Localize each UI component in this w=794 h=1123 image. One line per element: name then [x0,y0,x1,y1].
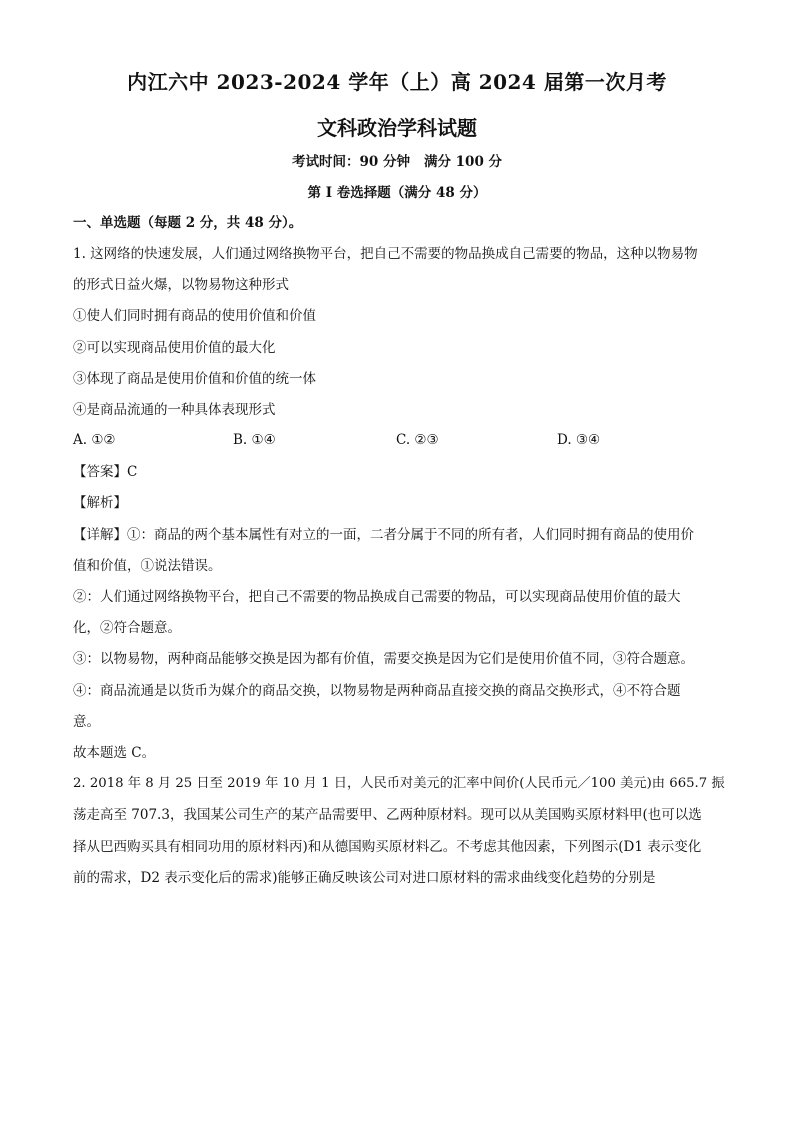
q1-option-a: A. ①② [73,432,116,448]
q1-option-d: D. ③④ [557,432,601,448]
q1-detail-line-2: 值和价值，①说法错误。 [73,558,222,574]
q1-conclusion: 故本题选 C。 [73,745,156,761]
q1-option-b: B. ①④ [233,432,276,448]
answer-value: C [127,464,138,480]
q1-option-c: C. ②③ [396,432,439,448]
exam-meta [0,150,794,170]
exam-title: 内江六中 2023-2024 学年（上）高 2024 届第一次月考 [127,70,667,94]
part-heading: 第 I 卷选择题（满分 48 分） [307,185,487,201]
q1-stem-line-2: 的形式日益火爆，以物易物这种形式 [73,277,289,293]
q1-detail-line-4: 化，②符合题意。 [73,620,181,636]
q1-detail-line-6: ④：商品流通是以货币为媒介的商品交换，以物易物是两种商品直接交换的商品交换形式，④不符合题 [73,683,681,699]
exam-time: 考试时间：90 分钟 [291,154,410,170]
q1-statement-2: ②可以实现商品使用价值的最大化 [73,340,276,356]
q1-detail-line-7: 意。 [73,714,100,730]
q1-stem-line-1: 1. 这网络的快速发展，人们通过网络换物平台，把自己不需要的物品换成自己需要的物品，这种以物易物 [73,246,698,262]
q1-detail-line-1: 【详解】①：商品的两个基本属性有对立的一面，二者分属于不同的所有者，人们同时拥有商品的使用价 [73,527,694,543]
q2-stem-line-4: 前的需求，D2 表示变化后的需求)能够正确反映该公司对进口原材料的需求曲线变化趋势的分别是 [73,870,656,886]
q1-answer [73,463,137,481]
q2-stem-line-1: 2. 2018 年 8 月 25 日至 2019 年 10 月 1 日，人民币对美元的汇率中间价(人民币元／100 美元)由 665.7 振 [73,776,725,791]
q2-stem-line-2: 荡走高至 707.3，我国某公司生产的某产品需要甲、乙两种原材料。现可以从美国购买原材料甲(也可以选 [73,807,702,823]
q1-analysis-tag: 【解析】 [73,495,127,511]
q1-statement-3: ③体现了商品是使用价值和价值的统一体 [73,371,316,387]
section-heading: 一、单选题（每题 2 分，共 48 分）。 [73,215,303,231]
q2-stem-line-3: 择从巴西购买具有相同功用的原材料丙)和从德国购买原材料乙。不考虑其他因素，下列图示(D1 表示变化 [73,839,702,855]
answer-tag: 【答案】 [73,464,127,480]
q1-detail-line-5: ③：以物易物，两种商品能够交换是因为都有价值，需要交换是因为它们是使用价值不同，③符合题意。 [73,651,694,667]
exam-score: 满分 100 分 [423,154,503,170]
q1-statement-4: ④是商品流通的一种具体表现形式 [73,402,276,418]
q1-detail-line-3: ②：人们通过网络换物平台，把自己不需要的物品换成自己需要的物品，可以实现商品使用价值的最大 [73,589,681,605]
q1-statement-1: ①使人们同时拥有商品的使用价值和价值 [73,308,316,324]
exam-subtitle: 文科政治学科试题 [317,116,477,140]
